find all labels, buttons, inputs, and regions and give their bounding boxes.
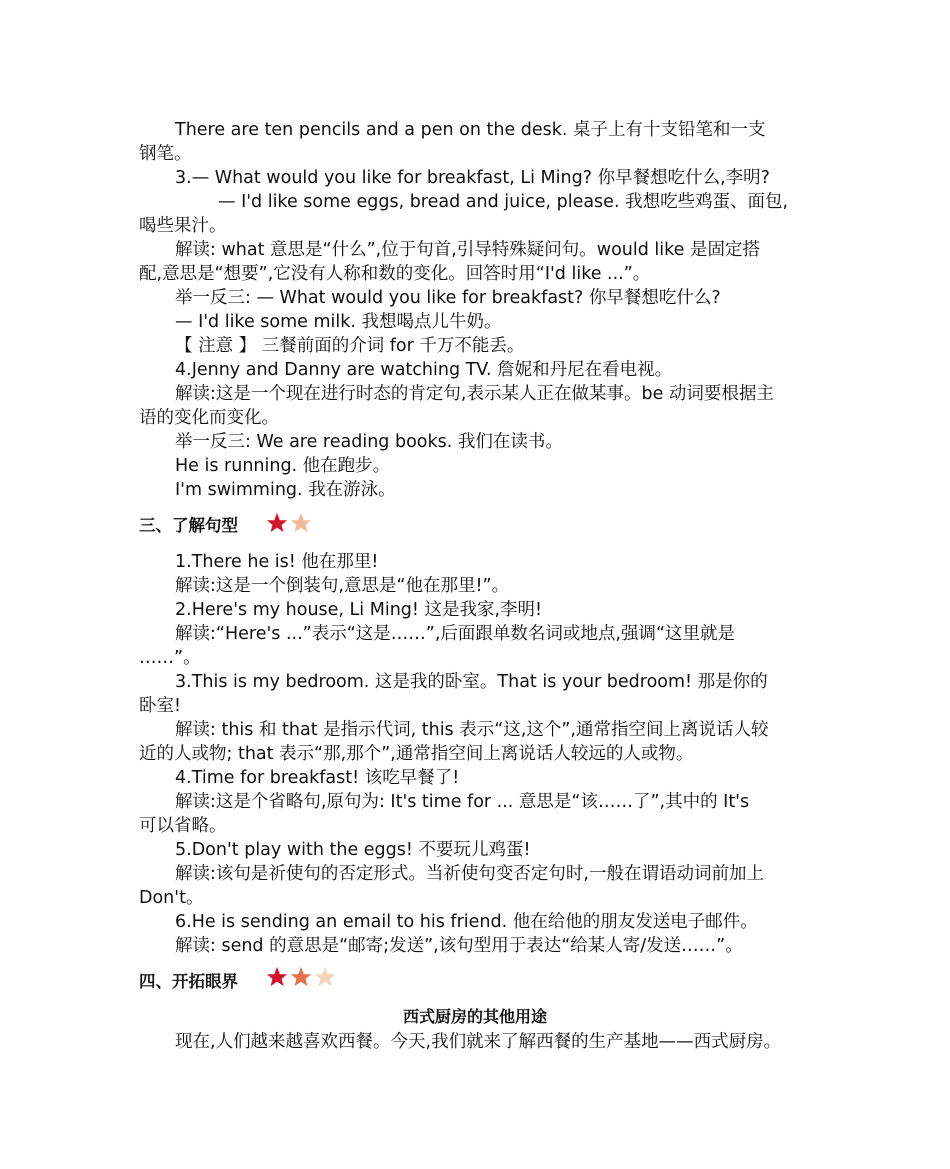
- text-line: 解读:这是个省略句,原句为: It's time for ... 意思是“该……了”,其中的 It's: [175, 792, 750, 812]
- text-line: 可以省略。: [139, 816, 227, 836]
- text-line: He is running. 他在跑步。: [175, 456, 391, 476]
- difficulty-stars: [266, 512, 312, 534]
- star-icon: [314, 966, 336, 988]
- text-line: 6.He is sending an email to his friend. 他在给他的朋友发送电子邮件。: [175, 912, 758, 932]
- text-line: — I'd like some eggs, bread and juice, please. 我想吃些鸡蛋、面包,: [218, 192, 789, 212]
- text-line: 解读:该句是祈使句的否定形式。当祈使句变否定句时,一般在谓语动词前加上: [175, 864, 764, 884]
- star-icon: [266, 512, 288, 534]
- text-line: 4.Jenny and Danny are watching TV. 詹妮和丹尼在看电视。: [175, 360, 673, 380]
- section-heading: 四、开拓眼界: [139, 972, 238, 991]
- star-icon: [290, 966, 312, 988]
- text-line: 喝些果汁。: [139, 216, 227, 236]
- text-line: 5.Don't play with the eggs! 不要玩儿鸡蛋!: [175, 840, 531, 860]
- text-line: 举一反三: We are reading books. 我们在读书。: [175, 432, 563, 452]
- text-line: There are ten pencils and a pen on the desk. 桌子上有十支铅笔和一支: [175, 120, 766, 140]
- article-title: 西式厨房的其他用途: [402, 1007, 547, 1026]
- text-line: 解读: what 意思是“什么”,位于句首,引导特殊疑问句。would like 是固定搭: [175, 240, 760, 260]
- star-icon: [266, 966, 288, 988]
- difficulty-stars: [266, 966, 336, 988]
- section-heading: 三、了解句型: [139, 516, 238, 535]
- text-line: 解读:“Here's ...”表示“这是……”,后面跟单数名词或地点,强调“这里就是: [175, 624, 736, 644]
- text-line: 3.This is my bedroom. 这是我的卧室。That is your bedroom! 那是你的: [175, 672, 768, 692]
- text-line: 1.There he is! 他在那里!: [175, 552, 379, 572]
- text-line: 配,意思是“想要”,它没有人称和数的变化。回答时用“I'd like ...”。: [139, 264, 651, 284]
- text-line: 卧室!: [139, 696, 182, 716]
- text-line: 4.Time for breakfast! 该吃早餐了!: [175, 768, 460, 788]
- note-line: 【 注意 】 三餐前面的介词 for 千万不能丢。: [175, 336, 525, 356]
- text-line: 解读:这是一个倒装句,意思是“他在那里!”。: [175, 576, 510, 596]
- text-line: 现在,人们越来越喜欢西餐。今天,我们就来了解西餐的生产基地——西式厨房。: [175, 1032, 782, 1052]
- text-line: ……”。: [139, 648, 201, 668]
- text-line: 2.Here's my house, Li Ming! 这是我家,李明!: [175, 600, 543, 620]
- text-line: 近的人或物; that 表示“那,那个”,通常指空间上离说话人较远的人或物。: [139, 744, 694, 764]
- text-line: Don't。: [139, 888, 204, 908]
- star-icon: [290, 512, 312, 534]
- text-line: 解读:这是一个现在进行时态的肯定句,表示某人正在做某事。be 动词要根据主: [175, 384, 774, 404]
- text-line: 解读: this 和 that 是指示代词, this 表示“这,这个”,通常指空间上离说话人较: [175, 720, 769, 740]
- text-line: 钢笔。: [139, 144, 192, 164]
- text-line: I'm swimming. 我在游泳。: [175, 480, 396, 500]
- text-line: 解读: send 的意思是“邮寄;发送”,该句型用于表达“给某人寄/发送……”。: [175, 936, 743, 956]
- text-line: — I'd like some milk. 我想喝点儿牛奶。: [175, 312, 502, 332]
- text-line: 3.— What would you like for breakfast, Li Ming? 你早餐想吃什么,李明?: [175, 168, 770, 188]
- text-line: 语的变化而变化。: [139, 408, 279, 428]
- text-line: 举一反三: — What would you like for breakfast? 你早餐想吃什么?: [175, 288, 721, 308]
